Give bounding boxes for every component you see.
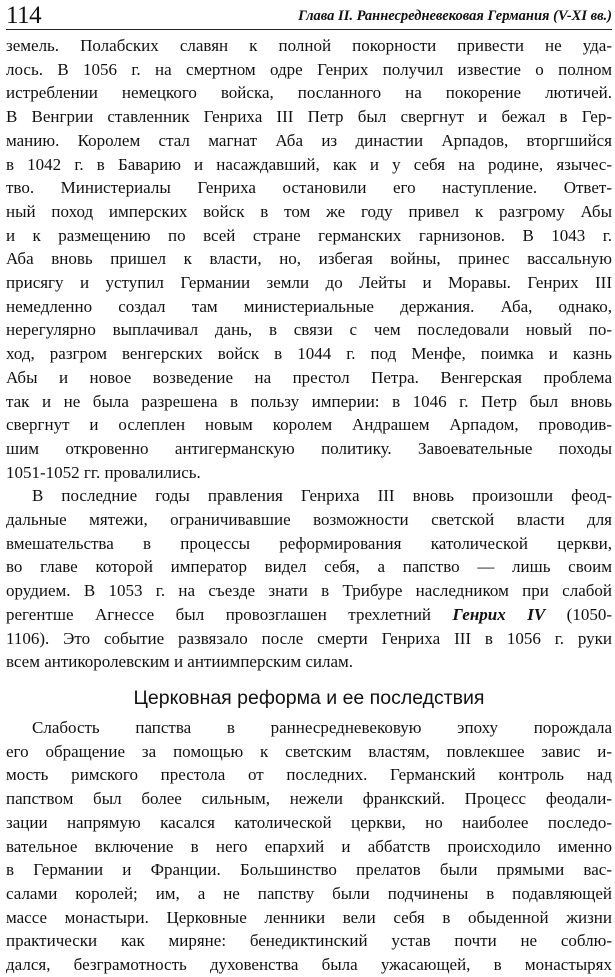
text-line: присягу и уступил Германии земли до Лейты и Моравы. Генрих III bbox=[6, 273, 612, 293]
text-line: 1051-1052 гг. провалились. bbox=[6, 462, 201, 482]
page-header bbox=[6, 0, 612, 30]
text-line: свергнут и ослеплен новым королем Андрашем Арпадом, проводив- bbox=[6, 415, 612, 435]
text-line bbox=[6, 603, 612, 627]
text-line: дальные мятежи, ограничивавшие возможности светской власти для bbox=[6, 510, 612, 530]
paragraph-3 bbox=[6, 716, 612, 977]
text-line: орудием. В 1053 г. на съезде знати в Трибуре наследником при слабой bbox=[6, 581, 612, 601]
section-title: Церковная реформа и ее последствия bbox=[133, 686, 485, 709]
text-line: Аба вновь пришел к власти, но, избегая войны, принес вассальную bbox=[6, 249, 612, 269]
paragraph-1 bbox=[6, 34, 612, 484]
text-line: ный поход имперских войск в том же году привел к разгрому Абы bbox=[6, 201, 612, 221]
paragraph-2 bbox=[6, 484, 612, 674]
text-line: всем антикоролевским и антиимперским силам. bbox=[6, 652, 354, 672]
text-line: мость римского престола от последних. Германский контроль над bbox=[6, 765, 612, 785]
text-line: нерегулярно выплачивал дань, в связи с чем последовали новый по- bbox=[6, 320, 612, 340]
text-line: салами королей; им, а не папству были подчинены в подавляющей bbox=[6, 883, 612, 903]
text-run: (1050- bbox=[545, 604, 612, 624]
text-line: лось. В 1056 г. на смертном одре Генрих получил известие о полном bbox=[6, 59, 612, 79]
text-line: 1106). Это событие развязало после смерти Генриха III в 1056 г. руки bbox=[6, 628, 612, 648]
running-head: Глава II. Раннесредневековая Германия (V-XI вв.) bbox=[298, 8, 612, 24]
text-run: регентше Агнессе был провозглашен трехлетний bbox=[6, 604, 453, 624]
text-line: манию. Королем стал магнат Аба из династии Арпадов, вторгшийся bbox=[6, 130, 612, 150]
text-line: в Германии и Франции. Большинство прелатов были прямыми вас- bbox=[6, 860, 612, 880]
text-line: земель. Полабских славян к полной покорности привести не уда- bbox=[6, 36, 612, 55]
text-line: истреблении немецкого войска, посланного на покорение лютичей. bbox=[6, 83, 612, 103]
emphasized-name: Генрих IV bbox=[452, 604, 546, 624]
text-line: шим откровенно антигерманскую политику. Завоевательные походы bbox=[6, 438, 612, 458]
text-line: в 1042 г. в Баварию и насаждавший, как и у себя на родине, язычес- bbox=[6, 154, 612, 174]
text-line: В последние годы правления Генриха III вновь произошли феод- bbox=[32, 486, 612, 506]
text-line: вмешательства в процессы реформирования католической церкви, bbox=[6, 533, 612, 553]
text-line: и к размещению по всей стране германских гарнизонов. В 1043 г. bbox=[6, 225, 612, 245]
text-line: тво. Министериалы Генриха остановили его наступление. Ответ- bbox=[6, 178, 612, 198]
text-line: немедленно создал там министериальные держания. Аба, однако, bbox=[6, 296, 612, 316]
text-line: дался, безграмотность духовенства была ужасающей, в монастырях bbox=[6, 955, 612, 975]
text-line: практически как миряне: бенедиктинский устав почти не соблю- bbox=[6, 931, 612, 951]
text-line: Абы и новое возведение на престол Петра. Венгерская проблема bbox=[6, 367, 612, 387]
text-line: В Венгрии ставленник Генриха III Петр был свергнут и бежал в Гер- bbox=[6, 107, 612, 127]
text-line: зации напрямую касался католической церкви, но наиболее последо- bbox=[6, 812, 612, 832]
text-line: папством был более сильным, нежели франкский. Процесс феодали- bbox=[6, 789, 612, 809]
text-line: ход, разгром венгерских войск в 1044 г. под Менфе, поимка и казнь bbox=[6, 344, 612, 364]
text-line: вательное включение в него епархий и аббатств происходило именно bbox=[6, 836, 612, 856]
page-number: 114 bbox=[6, 2, 42, 29]
text-line: во главе которой император видел себя, а папство — лишь своим bbox=[6, 557, 612, 577]
text-line: так и не была разрешена в пользу империи: в 1046 г. Петр был вновь bbox=[6, 391, 612, 411]
text-line: его обращение за помощью к светским властям, повлекшее завиc и- bbox=[6, 741, 612, 761]
text-line: Слабость папства в раннесредневековую эпоху порождала bbox=[32, 717, 612, 737]
text-line: массе монастыри. Церковные ленники вели себя в обыденной жизни bbox=[6, 907, 612, 927]
